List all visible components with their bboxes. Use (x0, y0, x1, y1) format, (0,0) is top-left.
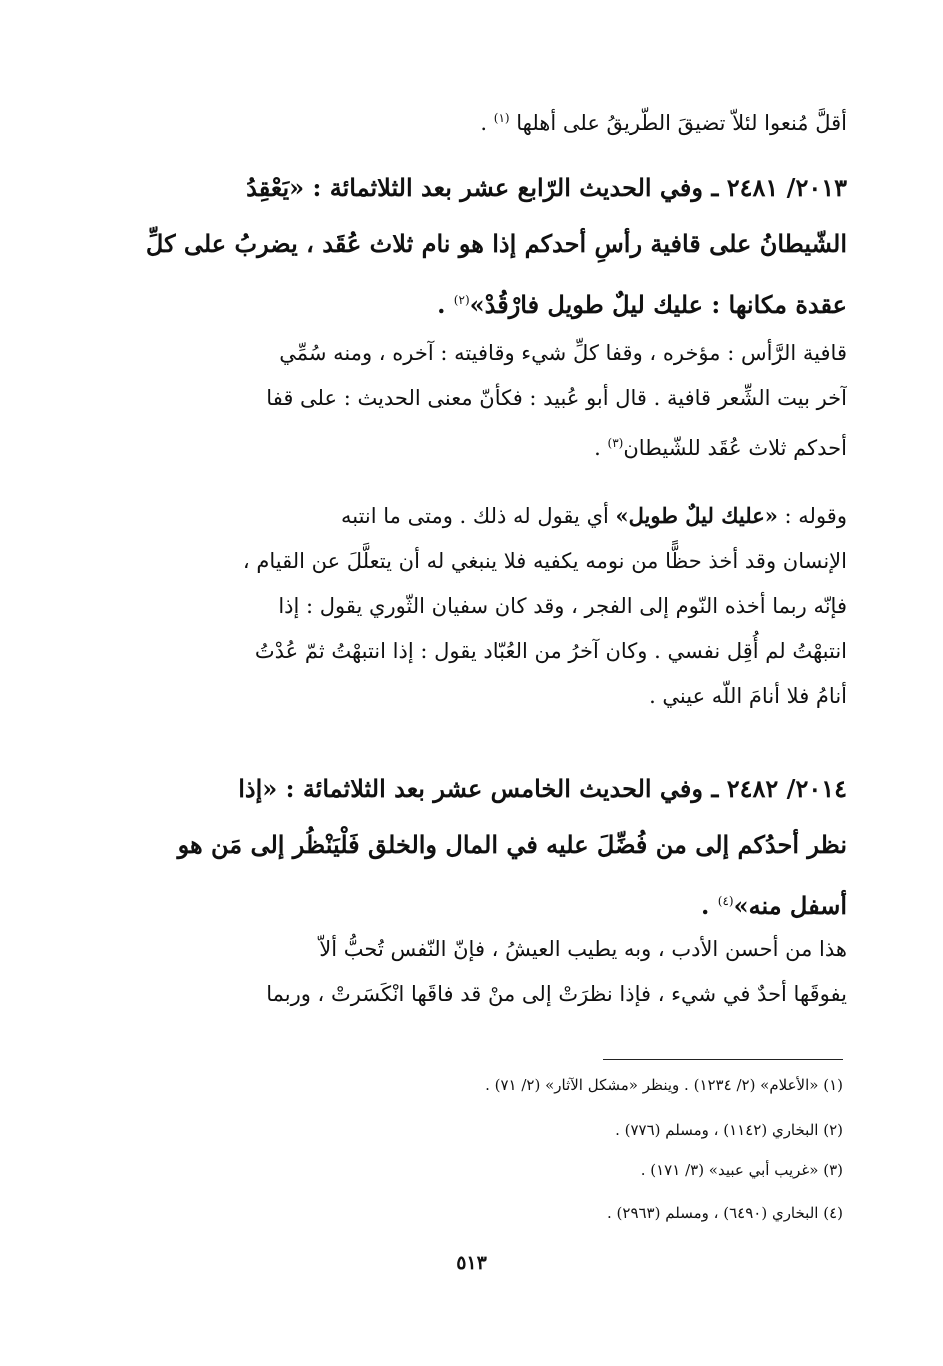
commentary-3-line-2: يفوقَها أحدٌ في شيء ، فإذا نظرَتْ إلى منْ قد فاقَها انْكَسَرتْ ، وربما (266, 982, 847, 1006)
page-number: ٥١٣ (456, 1252, 487, 1274)
commentary-1-line-2: آخر بيت الشِّعر قافية . قال أبو عُبيد : فكأنّ معنى الحديث : على قفا (266, 386, 847, 410)
footnote-ref-1[interactable]: (١) (493, 111, 510, 125)
footnote-1: (١) «الأعلام» (٢/ ١٢٣٤) . وينظر «مشكل الآثار» (٢/ ٧١) . (485, 1076, 843, 1094)
footnote-4: (٤) البخاري (٦٤٩٠) ، ومسلم (٢٩٦٣) . (607, 1204, 843, 1222)
commentary-1-line-3: أحدكم ثلاث عُقَد للشّيطان$^{(٣)}$ . (594, 436, 847, 460)
footnote-separator (603, 1059, 843, 1060)
commentary-2-line-1: وقوله : «عليك ليلٌ طويل» أي يقول له ذلك . ومتى ما انتبه (341, 503, 847, 528)
commentary-3-line-1: هذا من أحسن الأدب ، وبه يطيب العيشُ ، فإنّ النّفس تُحبُّ ألاّ (319, 937, 847, 961)
commentary-paragraph-1 (95, 331, 847, 471)
footnote-ref-2[interactable]: (٢) (453, 293, 470, 307)
hadith-2013-line-2: الشّيطانُ على قافية رأسِ أحدكم إذا هو نام ثلاث عُقَد ، يضربُ على كلِّ (145, 229, 847, 258)
commentary-2-line-3: فإنّه ربما أخذه النّوم إلى الفجر ، وقد كان سفيان الثّوري يقول : إذا (278, 594, 847, 618)
footnote-3: (٣) «غريب أبي عبيد» (٣/ ١٧١) . (640, 1161, 843, 1179)
footnote-2: (٢) البخاري (١١٤٢) ، ومسلم (٧٧٦) . (615, 1121, 843, 1139)
hadith-2013 (95, 160, 847, 333)
quoted-phrase: «عليك ليلٌ طويل» (615, 503, 778, 528)
commentary-2-line-4: انتبهْتُ لم أُقِل نفسي . وكان آخرُ من العُبّاد يقول : إذا انتبهْتُ ثمّ عُدْتُ (254, 639, 847, 663)
footnote-ref-3[interactable]: (٣) (607, 436, 624, 450)
commentary-paragraph-2 (95, 493, 847, 719)
hadith-2014-line-3: أسفل منه»$^{(٤)}$ . (701, 891, 847, 920)
commentary-2-line-2: الإنسان وقد أخذ حظًّا من نومه يكفيه فلا ينبغي له أن يتعلَّلَ عن القيام ، (242, 549, 847, 573)
hadith-2013-line-1: ٢٠١٣/ ٢٤٨١ ـ وفي الحديث الرّابع عشر بعد الثلاثمائة : «يَعْقِدُ (246, 173, 847, 202)
hadith-2014 (95, 761, 847, 934)
opening-line: أقلَّ مُنعوا لئلاّ تضيقَ الطّريقُ على أهلها $^{(١)}$ . (480, 111, 847, 135)
commentary-paragraph-3 (95, 927, 847, 1017)
hadith-2014-line-2: نظر أحدُكم إلى من فُضِّلَ عليه في المال والخلق فَلْيَنْظُر إلى مَن هو (177, 830, 847, 859)
footnote-ref-4[interactable]: (٤) (717, 894, 734, 908)
hadith-2014-line-1: ٢٠١٤/ ٢٤٨٢ ـ وفي الحديث الخامس عشر بعد الثلاثمائة : «إذا (238, 774, 847, 803)
commentary-1-line-1: قافية الرَّأس : مؤخره ، وقفا كلِّ شيء وقافيته : آخره ، ومنه سُمِّي (279, 341, 847, 365)
commentary-2-line-5: أنامُ فلا أنامَ اللّه عيني . (649, 684, 847, 708)
opening-paragraph (95, 96, 847, 146)
hadith-2013-line-3: عقدة مكانها : عليك ليلٌ طويل فارْقُدْ»$^{(٢)}$ . (437, 290, 847, 319)
